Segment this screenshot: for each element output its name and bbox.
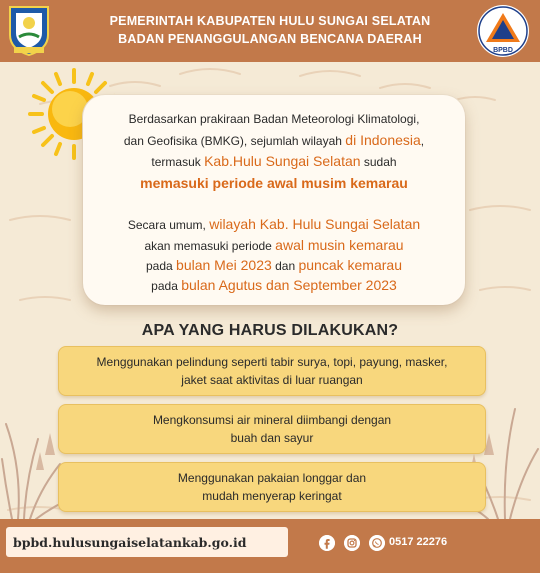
card-p1-line1: Berdasarkan prakiraan Badan Meteorologi Klimatologi, — [128, 112, 420, 126]
bpbd-emblem-icon — [476, 4, 530, 58]
card-p2-line4: pada bulan Agutus dan September 2023 — [151, 277, 397, 293]
header-bar — [0, 0, 540, 62]
card-p2-line1: Secara umum, wilayah Kab. Hulu Sungai Selatan — [127, 216, 421, 232]
info-card — [83, 95, 465, 305]
bpbd-logo-text: BPBD — [493, 47, 513, 54]
website-link[interactable]: bpbd.hulusungaiselatankab.go.id — [13, 535, 247, 550]
card-p2-line2: akan memasuki periode awal musin kemarau — [144, 237, 404, 253]
card-p2-line3: pada bulan Mei 2023 dan puncak kemarau — [146, 257, 402, 273]
header-title-line2: BADAN PENANGGULANGAN BENCANA DAERAH — [118, 32, 422, 46]
instagram-icon[interactable] — [344, 535, 360, 551]
section-heading: APA YANG HARUS DILAKUKAN? — [141, 322, 399, 339]
advice-line: Menggunakan pelindung seperti tabir surya, topi, payung, masker, — [96, 355, 448, 369]
advice-box — [58, 346, 486, 396]
header-title-line1: PEMERINTAH KABUPATEN HULU SUNGAI SELATAN — [109, 14, 431, 28]
advice-line: buah dan sayur — [230, 431, 314, 445]
advice-line: Menggunakan pakaian longgar dan — [177, 471, 367, 485]
phone-number: 0517 22276 — [389, 536, 448, 548]
advice-line: mudah menyerap keringat — [202, 489, 342, 503]
advice-line: Mengkonsumsi air mineral diimbangi dengan — [152, 413, 392, 427]
advice-line: jaket saat aktivitas di luar ruangan — [181, 373, 363, 387]
card-p1-line3: termasuk Kab.Hulu Sungai Selatan sudah — [151, 153, 397, 169]
facebook-icon[interactable] — [319, 535, 335, 551]
regency-crest-icon — [6, 3, 52, 57]
advice-box — [58, 462, 486, 512]
whatsapp-icon[interactable] — [369, 535, 385, 551]
advice-box — [58, 404, 486, 454]
card-p1-line4: memasuki periode awal musim kemarau — [140, 175, 408, 191]
card-p1-line2: dan Geofisika (BMKG), sejumlah wilayah di Indonesia, — [123, 132, 425, 148]
